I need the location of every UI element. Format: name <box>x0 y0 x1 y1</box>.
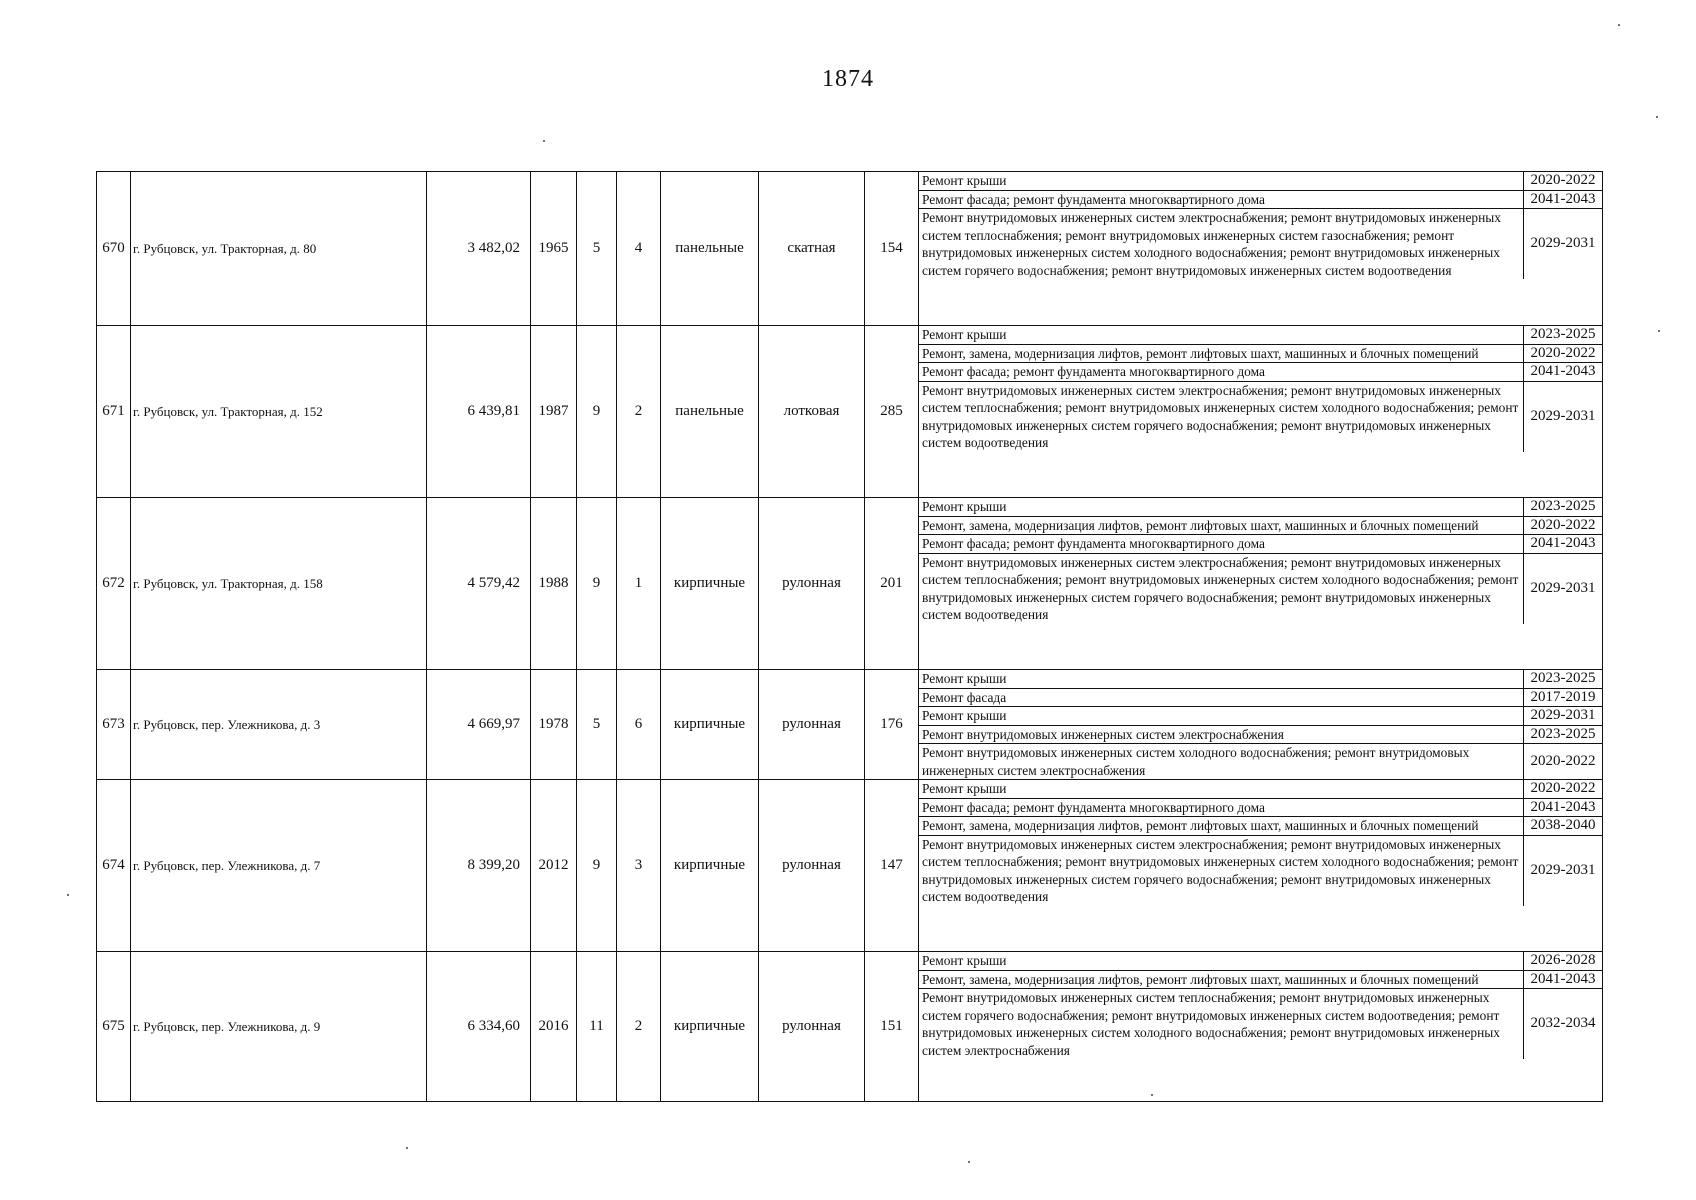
work-period: 2041-2043 <box>1524 535 1603 554</box>
work-item <box>919 744 1602 780</box>
buildings-table <box>96 171 1603 1102</box>
address-cell: г. Рубцовск, ул. Тракторная, д. 80 <box>131 172 427 326</box>
work-description: Ремонт крыши <box>919 326 1524 344</box>
work-description: Ремонт внутридомовых инженерных систем электроснабжения; ремонт внутридомовых инженерных систем теплоснабжения; ремонт внутридомовых инженерных систем газоснабжения; ремонт внутридомовых инженерных систем холодного водоснабжения; ремонт внутридомовых инженерных систем горячего водоснабжения; ремонт внутридомовых инженерных систем водоотведения <box>922 210 1501 278</box>
roof-type-cell: скатная <box>759 172 865 326</box>
table-row <box>97 780 1603 952</box>
area-cell: 6 334,60 <box>427 952 531 1102</box>
floors-cell: 5 <box>577 670 617 780</box>
work-item <box>919 498 1602 516</box>
wall-material-cell: панельные <box>661 172 759 326</box>
work-item <box>919 516 1602 535</box>
works-cell <box>919 780 1603 952</box>
work-period: 2023-2025 <box>1524 326 1603 344</box>
work-item <box>919 172 1602 190</box>
row-number: 674 <box>97 780 131 952</box>
work-period: 2023-2025 <box>1524 725 1603 744</box>
scan-speck <box>1151 1094 1153 1096</box>
roof-type-cell: рулонная <box>759 670 865 780</box>
year-cell: 2016 <box>531 952 577 1102</box>
scan-speck <box>67 894 69 896</box>
wall-material-cell: кирпичные <box>661 952 759 1102</box>
area-cell: 4 669,97 <box>427 670 531 780</box>
work-description: Ремонт фасада <box>919 688 1524 707</box>
works-list <box>919 952 1602 1059</box>
work-item <box>919 363 1602 382</box>
entrances-cell: 2 <box>617 952 661 1102</box>
table-row <box>97 952 1603 1102</box>
entrances-cell: 4 <box>617 172 661 326</box>
works-cell <box>919 498 1603 670</box>
scan-speck <box>406 1147 408 1149</box>
work-item <box>919 326 1602 344</box>
work-description: Ремонт, замена, модернизация лифтов, ремонт лифтовых шахт, машинных и блочных помещений <box>919 970 1524 989</box>
address-cell: г. Рубцовск, ул. Тракторная, д. 152 <box>131 326 427 498</box>
residents-cell: 285 <box>865 326 919 498</box>
work-item <box>919 725 1602 744</box>
entrances-cell: 1 <box>617 498 661 670</box>
row-number: 672 <box>97 498 131 670</box>
work-item <box>919 381 1602 452</box>
year-cell: 1978 <box>531 670 577 780</box>
table-row <box>97 498 1603 670</box>
table-row <box>97 670 1603 780</box>
work-period: 2020-2022 <box>1524 172 1603 190</box>
work-period: 2029-2031 <box>1524 835 1603 906</box>
work-item <box>919 209 1602 280</box>
address-cell: г. Рубцовск, ул. Тракторная, д. 158 <box>131 498 427 670</box>
table-row <box>97 326 1603 498</box>
work-period: 2029-2031 <box>1524 381 1603 452</box>
year-cell: 2012 <box>531 780 577 952</box>
residents-cell: 151 <box>865 952 919 1102</box>
work-description: Ремонт, замена, модернизация лифтов, ремонт лифтовых шахт, машинных и блочных помещений <box>919 817 1524 836</box>
scan-speck <box>543 140 545 142</box>
work-description: Ремонт внутридомовых инженерных систем электроснабжения; ремонт внутридомовых инженерных систем теплоснабжения; ремонт внутридомовых инженерных систем холодного водоснабжения; ремонт внутридомовых инженерных систем горячего водоснабжения; ремонт внутридомовых инженерных систем водоотведения <box>922 382 1519 450</box>
work-period: 2029-2031 <box>1524 553 1603 624</box>
row-number: 673 <box>97 670 131 780</box>
work-item <box>919 535 1602 554</box>
work-description: Ремонт внутридомовых инженерных систем электроснабжения; ремонт внутридомовых инженерных систем теплоснабжения; ремонт внутридомовых инженерных систем холодного водоснабжения; ремонт внутридомовых инженерных систем горячего водоснабжения; ремонт внутридомовых инженерных систем водоотведения <box>922 836 1519 904</box>
work-period: 2029-2031 <box>1524 209 1603 280</box>
work-description: Ремонт внутридомовых инженерных систем электроснабжения; ремонт внутридомовых инженерных систем теплоснабжения; ремонт внутридомовых инженерных систем холодного водоснабжения; ремонт внутридомовых инженерных систем горячего водоснабжения; ремонт внутридомовых инженерных систем водоотведения <box>922 554 1519 622</box>
work-item <box>919 190 1602 209</box>
year-cell: 1987 <box>531 326 577 498</box>
work-description: Ремонт внутридомовых инженерных систем теплоснабжения; ремонт внутридомовых инженерных систем горячего водоснабжения; ремонт внутридомовых инженерных систем водоотведения; ремонт внутридомовых инженерных систем холодного водоснабжения; ремонт внутридомовых инженерных систем электроснабжения <box>922 990 1500 1058</box>
works-list <box>919 326 1602 452</box>
works-list <box>919 498 1602 624</box>
work-period: 2026-2028 <box>1524 952 1603 970</box>
work-period: 2023-2025 <box>1524 670 1603 688</box>
work-item <box>919 670 1602 688</box>
entrances-cell: 2 <box>617 326 661 498</box>
year-cell: 1965 <box>531 172 577 326</box>
area-cell: 6 439,81 <box>427 326 531 498</box>
row-number: 671 <box>97 326 131 498</box>
work-description: Ремонт крыши <box>919 952 1524 970</box>
works-cell <box>919 172 1603 326</box>
scan-speck <box>968 1161 970 1163</box>
work-period: 2032-2034 <box>1524 989 1603 1060</box>
wall-material-cell: кирпичные <box>661 670 759 780</box>
work-description: Ремонт крыши <box>919 780 1524 798</box>
work-description: Ремонт, замена, модернизация лифтов, ремонт лифтовых шахт, машинных и блочных помещений <box>919 516 1524 535</box>
work-description: Ремонт фасада; ремонт фундамента многоквартирного дома <box>919 535 1524 554</box>
work-period: 2017-2019 <box>1524 688 1603 707</box>
works-cell <box>919 326 1603 498</box>
work-description: Ремонт фасада; ремонт фундамента многоквартирного дома <box>919 798 1524 817</box>
work-period: 2038-2040 <box>1524 817 1603 836</box>
work-period: 2041-2043 <box>1524 190 1603 209</box>
roof-type-cell: рулонная <box>759 952 865 1102</box>
work-item <box>919 798 1602 817</box>
work-item <box>919 970 1602 989</box>
residents-cell: 147 <box>865 780 919 952</box>
work-item <box>919 989 1602 1060</box>
work-period: 2029-2031 <box>1524 707 1603 726</box>
work-period: 2020-2022 <box>1524 516 1603 535</box>
residents-cell: 154 <box>865 172 919 326</box>
wall-material-cell: панельные <box>661 326 759 498</box>
work-item <box>919 553 1602 624</box>
works-cell <box>919 952 1603 1102</box>
address-cell: г. Рубцовск, пер. Улежникова, д. 3 <box>131 670 427 780</box>
wall-material-cell: кирпичные <box>661 498 759 670</box>
works-cell <box>919 670 1603 780</box>
work-item <box>919 688 1602 707</box>
work-item <box>919 835 1602 906</box>
entrances-cell: 6 <box>617 670 661 780</box>
floors-cell: 9 <box>577 780 617 952</box>
work-description: Ремонт крыши <box>919 498 1524 516</box>
entrances-cell: 3 <box>617 780 661 952</box>
floors-cell: 9 <box>577 326 617 498</box>
address-cell: г. Рубцовск, пер. Улежникова, д. 7 <box>131 780 427 952</box>
work-period: 2020-2022 <box>1524 344 1603 363</box>
works-list <box>919 780 1602 906</box>
works-list <box>919 172 1602 279</box>
work-description: Ремонт крыши <box>919 707 1524 726</box>
work-period: 2041-2043 <box>1524 970 1603 989</box>
work-period: 2020-2022 <box>1524 744 1603 780</box>
work-period: 2041-2043 <box>1524 363 1603 382</box>
work-item <box>919 707 1602 726</box>
work-description: Ремонт фасада; ремонт фундамента многоквартирного дома <box>919 363 1524 382</box>
work-description: Ремонт внутридомовых инженерных систем холодного водоснабжения; ремонт внутридомовых инженерных систем электроснабжения <box>922 745 1470 778</box>
work-period: 2041-2043 <box>1524 798 1603 817</box>
year-cell: 1988 <box>531 498 577 670</box>
scan-speck <box>1618 24 1620 26</box>
work-period: 2023-2025 <box>1524 498 1603 516</box>
work-description: Ремонт внутридомовых инженерных систем электроснабжения <box>919 725 1524 744</box>
floors-cell: 5 <box>577 172 617 326</box>
page-number: 1874 <box>822 66 874 92</box>
address-cell: г. Рубцовск, пер. Улежникова, д. 9 <box>131 952 427 1102</box>
table-row <box>97 172 1603 326</box>
row-number: 675 <box>97 952 131 1102</box>
roof-type-cell: лотковая <box>759 326 865 498</box>
work-item <box>919 952 1602 970</box>
work-description: Ремонт крыши <box>919 670 1524 688</box>
works-list <box>919 670 1602 779</box>
scan-speck <box>1656 116 1658 118</box>
residents-cell: 176 <box>865 670 919 780</box>
work-item <box>919 344 1602 363</box>
work-item <box>919 780 1602 798</box>
wall-material-cell: кирпичные <box>661 780 759 952</box>
roof-type-cell: рулонная <box>759 498 865 670</box>
work-item <box>919 817 1602 836</box>
area-cell: 3 482,02 <box>427 172 531 326</box>
work-period: 2020-2022 <box>1524 780 1603 798</box>
scan-speck <box>1658 330 1660 332</box>
area-cell: 8 399,20 <box>427 780 531 952</box>
floors-cell: 11 <box>577 952 617 1102</box>
roof-type-cell: рулонная <box>759 780 865 952</box>
floors-cell: 9 <box>577 498 617 670</box>
residents-cell: 201 <box>865 498 919 670</box>
area-cell: 4 579,42 <box>427 498 531 670</box>
row-number: 670 <box>97 172 131 326</box>
work-description: Ремонт крыши <box>919 172 1524 190</box>
work-description: Ремонт фасада; ремонт фундамента многоквартирного дома <box>919 190 1524 209</box>
work-description: Ремонт, замена, модернизация лифтов, ремонт лифтовых шахт, машинных и блочных помещений <box>919 344 1524 363</box>
